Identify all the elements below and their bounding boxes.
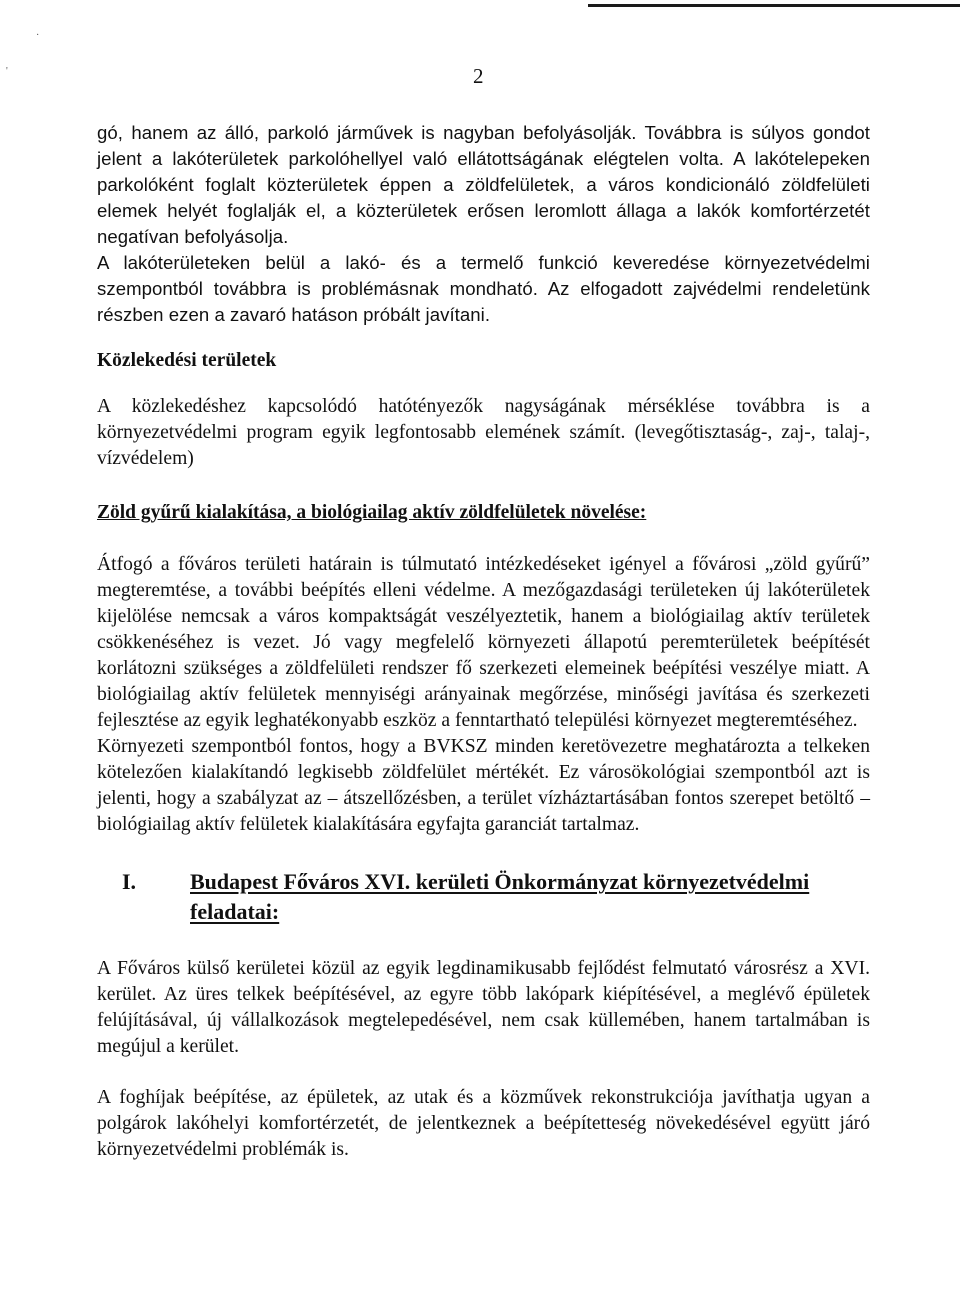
paragraph: A foghíjak beépítése, az épületek, az utak és a közművek rekonstrukciója javíthatja ugyan a polgárok lakóhelyi komfortérzetét, de jelentkeznek a beépítetteség növekedésével együtt járó környezetvédelmi problémák is. bbox=[97, 1087, 870, 1160]
paragraph: Környezeti szempontból fontos, hogy a BVKSZ minden keretövezetre meghatározta a telkeken kötelezően kialakítandó legkisebb zöldfelület mértékét. Ez városökológiai szempontból azt is jelenti, hogy a szabályzat az – átszellőzésben, a terület vízháztartásában fontos szerepet betöltő – biológiailag aktív felületek kialakítására egyfajta garanciát tartalmaz. bbox=[97, 736, 870, 835]
top-border-rule bbox=[588, 4, 960, 7]
scan-speck: · bbox=[36, 30, 40, 41]
section-number: I. bbox=[122, 869, 137, 894]
paragraph: A lakóterületeken belül a lakó- és a termelő funkció keveredése környezetvédelmi szempontból továbbra is problémásnak mondható. Az elfogadott zajvédelmi rendeletünk részben ezen a zavaró hatáson próbált javítani. bbox=[97, 252, 870, 325]
section-heading bbox=[97, 867, 870, 927]
paragraph: gó, hanem az álló, parkoló járművek is nagyban befolyásolják. Továbbra is súlyos gondot jelent a lakóterületek parkolóhellyel való ellátottságának elégtelen volta. A lakótelepeken parkolóként foglalt közterületek éppen a zöldfelületek, a város kondicionáló zöldfelületi elemek helyét foglalják el, a közterületek erősen leromlott állaga a lakók komfortérzetét negatívan befolyásolja. bbox=[97, 122, 870, 247]
heading-kozlekedesi-teruletek: Közlekedési területek bbox=[97, 350, 277, 371]
scan-speck: ' bbox=[6, 66, 8, 77]
paragraph: A közlekedéshez kapcsolódó hatótényezők nagyságának mérséklése továbbra is a környezetvédelmi program egyik legfontosabb elemének számít. (levegőtisztaság-, zaj-, talaj-, vízvédelem) bbox=[97, 396, 870, 469]
paragraph: Átfogó a főváros területi határain is túlmutató intézkedéseket igényel a fővárosi „zöld gyűrű” megteremtése, a további beépítés elleni védelme. A mezőgazdasági területeken új lakóterületek kijelölése nemcsak a város kompaktságát veszélyeztetik, hanem a biológiailag aktív területek csökkenéséhez is vezet. Jó vagy megfelelő környezeti állapotú peremterületek beépítését korlátozni szükséges a zöldfelületi rendszer fő szerkezeti elemeinek beépítési veszélye miatt. A biológiailag aktív felületek mennyiségi arányainak megőrzése, minőségi javítása és szerkezeti fejlesztése az egyik leghatékonyabb eszköz a fenntartható települési környezet megteremtéséhez. bbox=[97, 554, 870, 731]
document-body bbox=[97, 120, 870, 1163]
section-title: Budapest Főváros XVI. kerületi Önkormányzat környezetvédelmi feladatai: bbox=[190, 869, 810, 924]
paragraph: A Főváros külső kerületei közül az egyik legdinamikusabb fejlődést felmutató városrész a XVI. kerület. Az üres telkek beépítésével, az egyre több lakópark kiépítésével, a meglévő épületek felújításával, új vállalkozások megtelepedésével, nem csak küllemében, hanem tartalmában is megújul a kerület. bbox=[97, 958, 870, 1057]
page-number: 2 bbox=[473, 64, 484, 88]
heading-zold-gyuru: Zöld gyűrű kialakítása, a biológiailag aktív zöldfelületek növelése: bbox=[97, 502, 647, 523]
